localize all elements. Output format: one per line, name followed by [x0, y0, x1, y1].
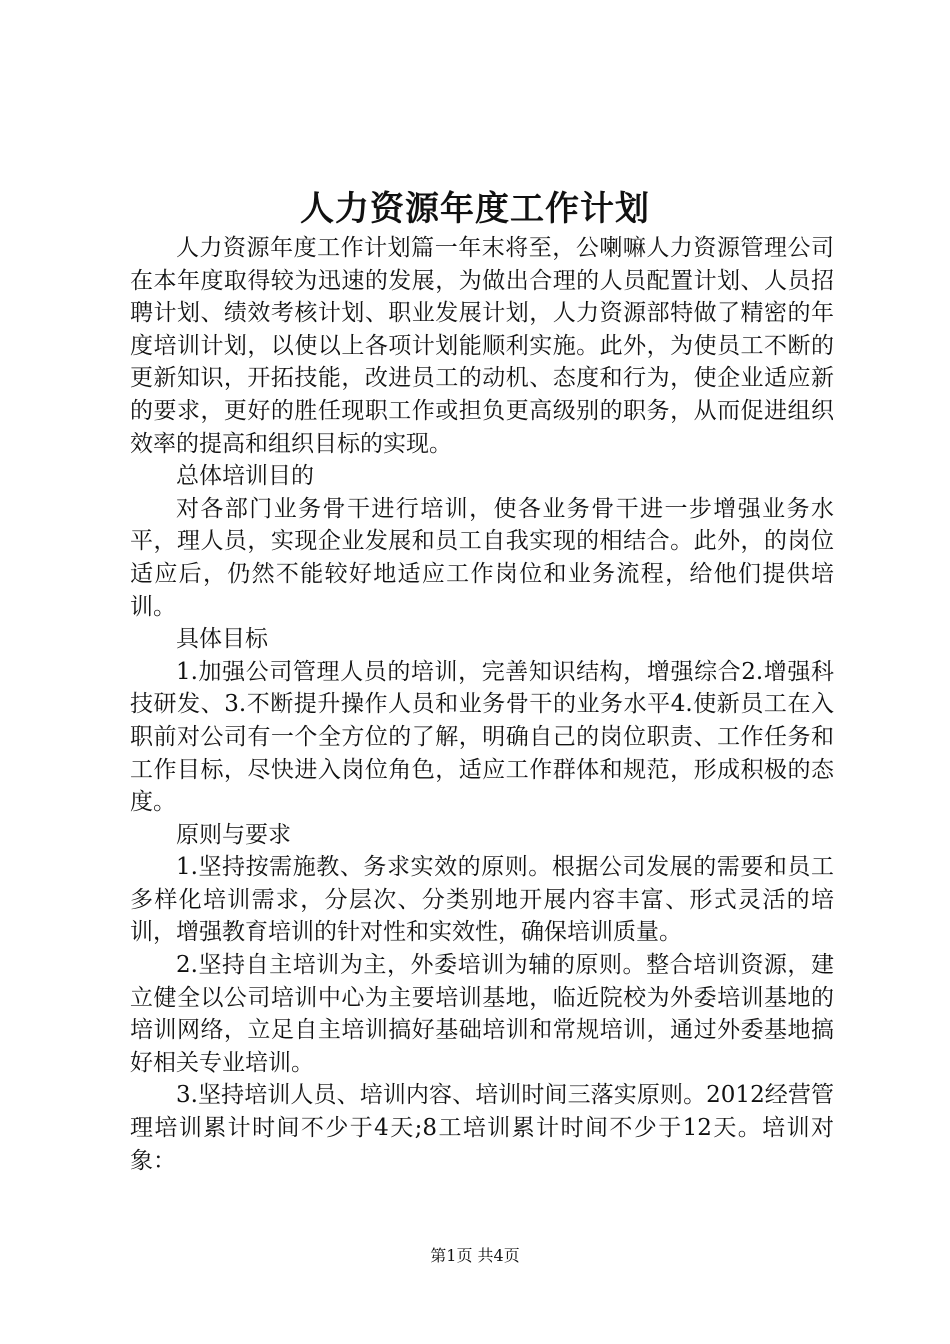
document-body	[130, 232, 834, 1177]
document-title: 人力资源年度工作计划	[300, 189, 650, 229]
heading-specific-goals: 具体目标	[176, 626, 268, 653]
paragraph-specific-goals: 1.加强公司管理人员的培训，完善知识结构，增强综合2.增强科技研发、3.不断提升操作人员和业务骨干的业务水平4.使新员工在入职前对公司有一个全方位的了解，明确自己的岗位职责、工作任务和工作目标，尽快进入岗位角色，适应工作群体和规范，形成积极的态度。	[130, 658, 834, 816]
paragraph-overall-goal: 对各部门业务骨干进行培训，使各业务骨干进一步增强业务水平，理人员，实现企业发展和员工自我实现的相结合。此外，的岗位适应后，仍然不能较好地适应工作岗位和业务流程，给他们提供培训。	[130, 495, 834, 620]
heading-principles: 原则与要求	[176, 821, 291, 848]
page-number-footer: 第1页 共4页	[430, 1246, 520, 1265]
paragraph-principle-2: 2.坚持自主培训为主，外委培训为辅的原则。整合培训资源，建立健全以公司培训中心为主要培训基地，临近院校为外委培训基地的培训网络，立足自主培训搞好基础培训和常规培训，通过外委基地搞好相关专业培训。	[130, 952, 834, 1076]
paragraph-principle-3: 3.坚持培训人员、培训内容、培训时间三落实原则。2012经营管理培训累计时间不少于4天;8工培训累计时间不少于12天。培训对象：	[130, 1082, 834, 1174]
heading-overall-training-goal: 总体培训目的	[176, 463, 314, 490]
paragraph-intro: 人力资源年度工作计划篇一年末将至，公喇嘛人力资源管理公司在本年度取得较为迅速的发展，为做出合理的人员配置计划、人员招聘计划、绩效考核计划、职业发展计划，人力资源部特做了精密的年度培训计划，以使以上各项计划能顺利实施。此外，为使员工不断的更新知识，开拓技能，改进员工的动机、态度和行为，使企业适应新的要求，更好的胜任现职工作或担负更高级别的职务，从而促进组织效率的提高和组织目标的实现。	[130, 235, 834, 457]
paragraph-principle-1: 1.坚持按需施教、务求实效的原则。根据公司发展的需要和员工多样化培训需求，分层次、分类别地开展内容丰富、形式灵活的培训，增强教育培训的针对性和实效性，确保培训质量。	[130, 854, 834, 946]
